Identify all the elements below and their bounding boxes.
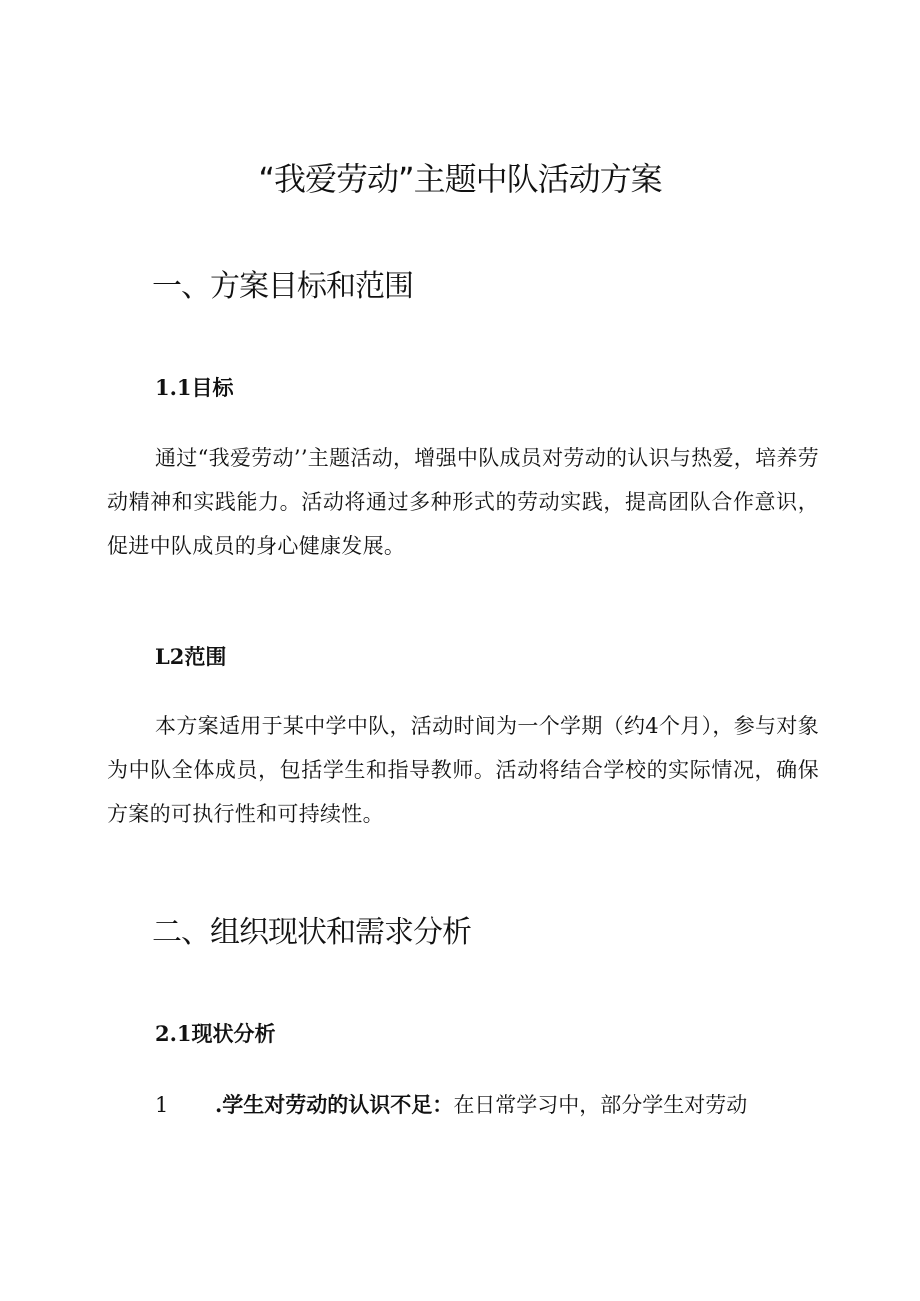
list-item-text: 在日常学习中，部分学生对劳动 (453, 1093, 748, 1117)
list-item (155, 1088, 747, 1122)
list-item-number: 1 (155, 1093, 169, 1117)
section-heading-1: 一、方案目标和范围 (152, 269, 413, 304)
paragraph-scope: 本方案适用于某中学中队，活动时间为一个学期（约4个月），参与对象为中队全体成员，包括学生和指导教师。活动将结合学校的实际情况，确保方案的可执行性和可持续性。 (107, 714, 819, 826)
subsection-heading-2-1: 2.1现状分析 (155, 1021, 276, 1046)
subsection-heading-1-1: 1.1目标 (155, 375, 234, 400)
subsection-heading-1-2: L2范围 (155, 644, 227, 669)
document-title: “我爱劳动”主题中队活动方案 (258, 160, 662, 198)
section-heading-2: 二、组织现状和需求分析 (152, 915, 471, 950)
paragraph-goal: 通过“我爱劳动’’主题活动，增强中队成员对劳动的认识与热爱，培养劳动精神和实践能力。活动将通过多种形式的劳动实践，提高团队合作意识，促进中队成员的身心健康发展。 (107, 446, 819, 558)
list-item-lead: .学生对劳动的认识不足： (215, 1092, 454, 1117)
